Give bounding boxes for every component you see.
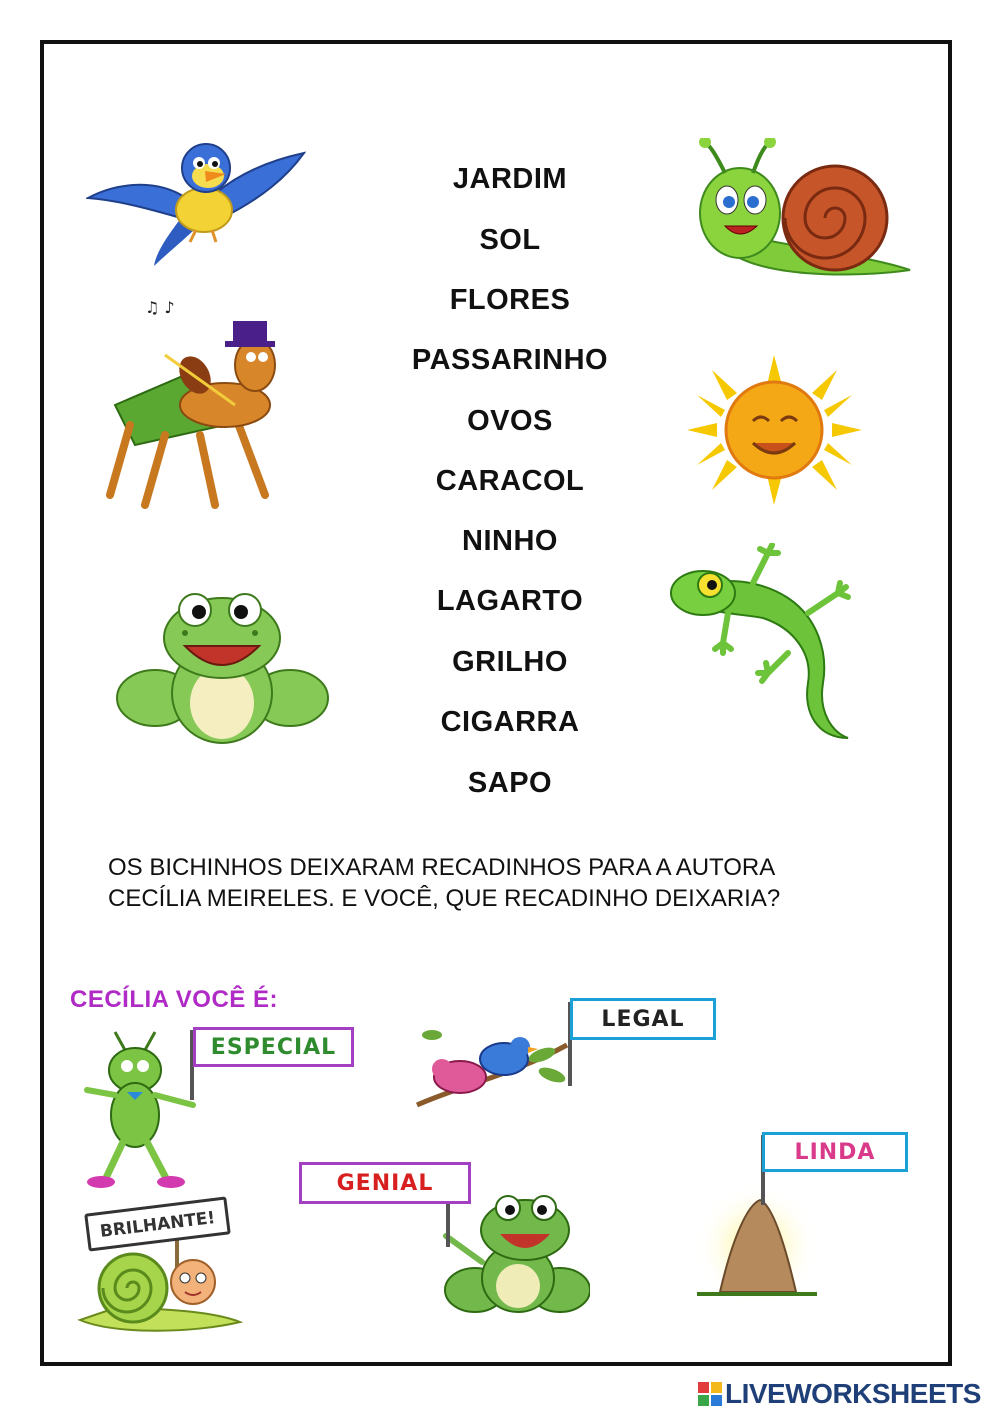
word-lagarto: LAGARTO xyxy=(436,585,584,617)
question-text xyxy=(108,852,908,914)
linda-sign: LINDA xyxy=(762,1132,908,1172)
word-ovos: OVOS xyxy=(467,405,553,437)
svg-text:♫ ♪: ♫ ♪ xyxy=(145,298,175,317)
word-passarinho: PASSARINHO xyxy=(411,344,609,376)
word-ninho: NINHO xyxy=(462,525,558,557)
word-cigarra: CIGARRA xyxy=(440,706,580,738)
word-sapo: SAPO xyxy=(467,767,553,799)
legal-sign: LEGAL xyxy=(570,998,716,1040)
liveworksheets-logo-icon xyxy=(698,1382,722,1406)
grasshopper-icon xyxy=(75,1030,200,1190)
word-sol: SOL xyxy=(479,224,541,256)
grasshopper-icon xyxy=(105,295,300,515)
sun-icon xyxy=(687,355,862,505)
question-line-2: CECÍLIA MEIRELES. E VOCÊ, QUE RECADINHO DEIXARIA? xyxy=(108,885,781,912)
brilhante-sign: BRILHANTE! xyxy=(84,1196,231,1251)
anthill-icon xyxy=(692,1170,822,1300)
question-line-1: OS BICHINHOS DEIXARAM RECADINHOS PARA A AUTORA xyxy=(108,854,776,881)
word-jardim: JARDIM xyxy=(452,163,568,195)
liveworksheets-logo[interactable] xyxy=(698,1378,981,1410)
cecilia-title: CECÍLIA VOCÊ É: xyxy=(70,986,278,1013)
birds-on-branch-icon xyxy=(412,1025,570,1115)
liveworksheets-brand: LIVEWORKSHEETS xyxy=(725,1378,981,1409)
snail-icon xyxy=(695,138,915,288)
genial-sign: GENIAL xyxy=(299,1162,471,1204)
bird-icon xyxy=(86,138,306,268)
lizard-icon xyxy=(668,543,858,743)
frog-icon xyxy=(440,1190,590,1320)
frog-icon xyxy=(115,588,330,748)
word-caracol: CARACOL xyxy=(435,465,585,497)
especial-sign: ESPECIAL xyxy=(193,1027,354,1067)
word-grilho: GRILHO xyxy=(452,646,568,678)
word-flores: FLORES xyxy=(449,284,571,316)
